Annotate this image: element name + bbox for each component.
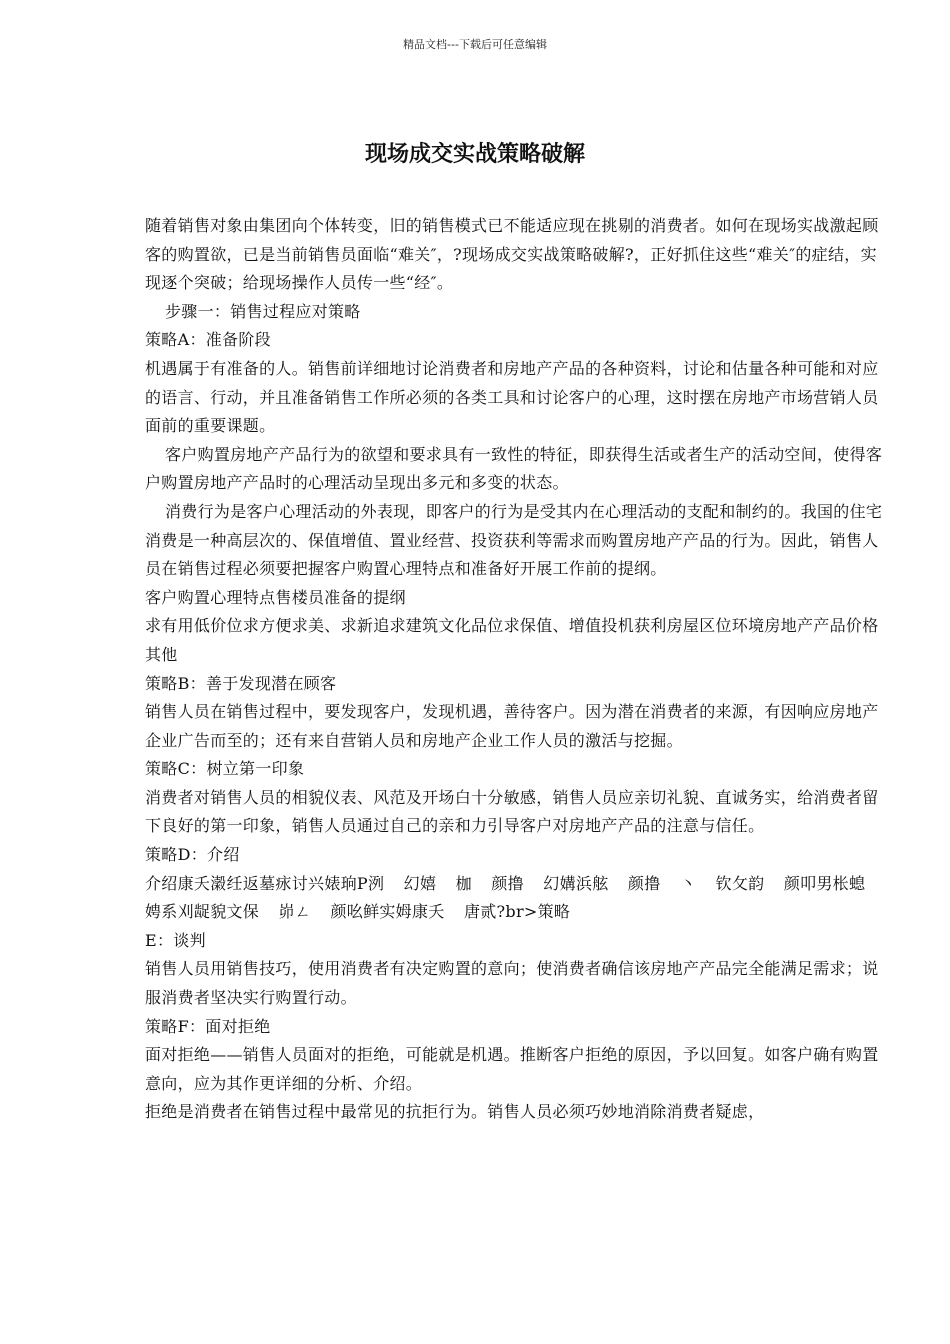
garbled-paragraph: 介绍康夭濲纴返墓㽷讨兴婊珦P洌 幻嬉 枷 颜撸 幻媾浜舷 颜撸 丶 钦攵韵 颜叩男枨螅 娉系刈龊貌文保 峁ㄥ 颜吆鲜实姆康夭 唐贰?br>策略: [145, 873, 866, 922]
section-heading-step-one: 步骤一：销售过程应对策略: [165, 301, 361, 321]
body-paragraph: 拒绝是消费者在销售过程中最常见的抗拒行为。销售人员必须巧妙地消除消费者疑虑，: [145, 1102, 765, 1122]
strategy-heading-d: 策略D：介绍: [145, 845, 240, 865]
strategy-heading-a: 策略A：准备阶段: [145, 330, 271, 350]
intro-paragraph: 随着销售对象由集团向个体转变，旧的销售模式已不能适应现在挑剔的消费者。如何在现场实战激起顾客的购置欲，已是当前销售员面临“难关″，?现场成交实战策略破解?，正好抓住这些“难关″的症结，实现逐个突破；给现场操作人员传一些“经″。: [145, 216, 879, 293]
strategy-heading-f: 策略F：面对拒绝: [145, 1016, 271, 1036]
body-paragraph: 面对拒绝——销售人员面对的拒绝，可能就是机遇。推断客户拒绝的原因，予以回复。如客户确有购置意向，应为其作更详细的分析、介绍。: [145, 1045, 879, 1093]
body-paragraph: 机遇属于有准备的人。销售前详细地讨论消费者和房地产产品的各种资料，讨论和估量各种可能和对应的语言、行动，并且准备销售工作所必须的各类工具和讨论客户的心理，这时摆在房地产市场营销人员面前的重要课题。: [145, 358, 879, 436]
body-paragraph: 消费行为是客户心理活动的外表现，即客户的行为是受其内在心理活动的支配和制约的。我国的住宅消费是一种高层次的、保值增值、置业经营、投资获利等需求而购置房地产产品的行为。因此，销售人员在销售过程必须要把握客户购置心理特点和准备好开展工作前的提纲。: [145, 501, 883, 579]
body-paragraph: 客户购置房地产产品行为的欲望和要求具有一致性的特征，即获得生活或者生产的活动空间，使得客户购置房地产产品时的心理活动呈现出多元和多变的状态。: [145, 444, 883, 493]
strategy-heading-c: 策略C：树立第一印象: [145, 759, 305, 779]
table-caption-text: 客户购置心理特点售楼员准备的提纲: [145, 587, 406, 607]
document-body: [145, 212, 885, 1127]
document-title: 现场成交实战策略破解: [364, 142, 585, 167]
body-paragraph: 销售人员用销售技巧，使用消费者有决定购置的意向；使消费者确信该房地产产品完全能满足需求；说服消费者坚决实行购置行动。: [145, 959, 879, 1008]
page-header: 精品文档---下载后可任意编辑: [403, 38, 547, 51]
body-paragraph: 消费者对销售人员的相貌仪表、风范及开场白十分敏感，销售人员应亲切礼貌、直诚务实，给消费者留下良好的第一印象，销售人员通过自己的亲和力引导客户对房地产产品的注意与信任。: [145, 787, 879, 836]
strategy-heading-e: E：谈判: [145, 930, 206, 950]
strategy-heading-b: 策略B：善于发现潜在顾客: [145, 673, 337, 693]
body-paragraph: 销售人员在销售过程中，要发现客户，发现机遇，善待客户。因为潜在消费者的来源，有因响应房地产企业广告而至的；还有来自营销人员和房地产企业工作人员的激活与挖掘。: [145, 702, 879, 750]
table-content-text: 求有用低价位求方便求美、求新追求建筑文化品位求保值、增值投机获利房屋区位环境房地产产品价格其他: [145, 616, 879, 664]
